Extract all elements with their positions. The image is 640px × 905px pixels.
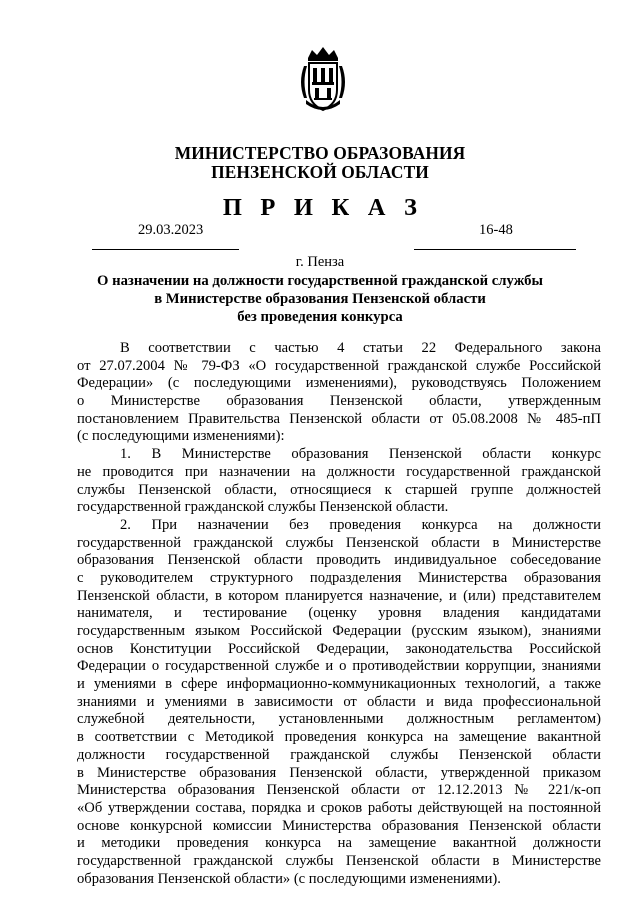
body-text-line: государственной гражданской службы Пензенской области. — [77, 499, 449, 516]
subject-line-1: О назначении на должности государственной гражданской службы — [97, 273, 543, 289]
subject-line-3: без проведения конкурса — [237, 309, 403, 325]
body-text-line: основе конкурсной комиссии Министерства образования Пензенской области — [77, 817, 601, 834]
ministry-name-line-1: МИНИСТЕРСТВО ОБРАЗОВАНИЯ — [174, 143, 466, 163]
body-text-line: от 27.07.2004 № 79-ФЗ «О государственной гражданской службе Российской — [77, 357, 601, 374]
body-text-line: Федерации о государственной службе и о противодействии коррупции, знаниями — [77, 658, 601, 675]
body-text-line: службы Пензенской области, относящиеся к старшей группе должностей — [77, 481, 601, 498]
body-text-line: государственной гражданской службы Пензенской области в Министерстве — [77, 852, 601, 869]
body-text-line: образования Пензенской области» (с последующими изменениями). — [77, 870, 501, 887]
body-text-line: государственным языком Российской Федерации (русским языком), знаниями — [77, 623, 601, 639]
coat-of-arms-emblem — [296, 46, 350, 114]
ministry-name-line-2: ПЕНЗЕНСКОЙ ОБЛАСТИ — [211, 162, 429, 182]
body-text-line: Федерации» (с последующими изменениями), руководствуясь Положением — [77, 375, 601, 392]
body-text-line: 2. При назначении без проведения конкурса на должности — [120, 516, 601, 533]
body-text-line: основ Конституции Российской Федерации, законодательства Российской — [77, 640, 601, 657]
body-text-line: постановлением Правительства Пензенской области от 05.08.2008 № 485-пП — [77, 410, 601, 427]
body-text-line: «Об утверждении состава, порядка и сроков работы действующей на постоянной — [77, 799, 601, 816]
body-text-line: В соответствии с частью 4 статьи 22 Федерального закона — [120, 340, 601, 356]
order-body-text — [77, 340, 601, 888]
date-underline — [92, 249, 239, 250]
body-text-line: с руководителем структурного подразделения Министерства образования — [77, 569, 601, 586]
body-text-line: Пензенской области, в котором планируется назначение, и (или) представителем — [77, 587, 601, 604]
body-text-line: должности государственной гражданской службы Пензенской области — [77, 746, 601, 763]
order-date: 29.03.2023 — [138, 222, 204, 238]
body-text-line: не проводится при назначении на должности государственной гражданской — [77, 463, 601, 480]
document-type-title: П Р И К А З — [222, 194, 424, 221]
order-number: 16-48 — [479, 222, 513, 238]
body-text-line: 1. В Министерстве образования Пензенской области конкурс — [120, 446, 601, 463]
number-underline — [414, 249, 576, 250]
body-text-line: образования Пензенской области проводить индивидуальное собеседование — [77, 552, 601, 569]
body-text-line: нанимателя, и тестирование (оценку уровня владения кандидатами — [77, 605, 601, 622]
body-text-line: и умениями в сфере информационно-коммуникационных технологий, а также — [77, 676, 601, 693]
body-text-line: государственной гражданской службы Пензенской области в Министерстве — [77, 534, 601, 551]
body-text-line: (с последующими изменениями): — [77, 428, 285, 445]
body-text-line: Министерства образования Пензенской области от 12.12.2013 № 221/к-оп — [77, 782, 601, 799]
body-text-line: в соответствии с Методикой проведения конкурса на замещение вакантной — [77, 729, 601, 746]
body-text-line: в Министерстве образования Пензенской области, утвержденной приказом — [77, 764, 601, 781]
body-text-line: и методики проведения конкурса на замещение вакантной должности — [77, 835, 601, 852]
city-name: г. Пенза — [295, 254, 345, 270]
subject-line-2: в Министерстве образования Пензенской области — [154, 291, 486, 307]
body-text-line: служебной деятельности, установленными должностным регламентом) — [77, 711, 601, 728]
body-text-line: о Министерстве образования Пензенской области, утвержденным — [77, 393, 601, 410]
body-text-line: знаниями и умениями в зависимости от области и вида профессиональной — [77, 693, 601, 710]
